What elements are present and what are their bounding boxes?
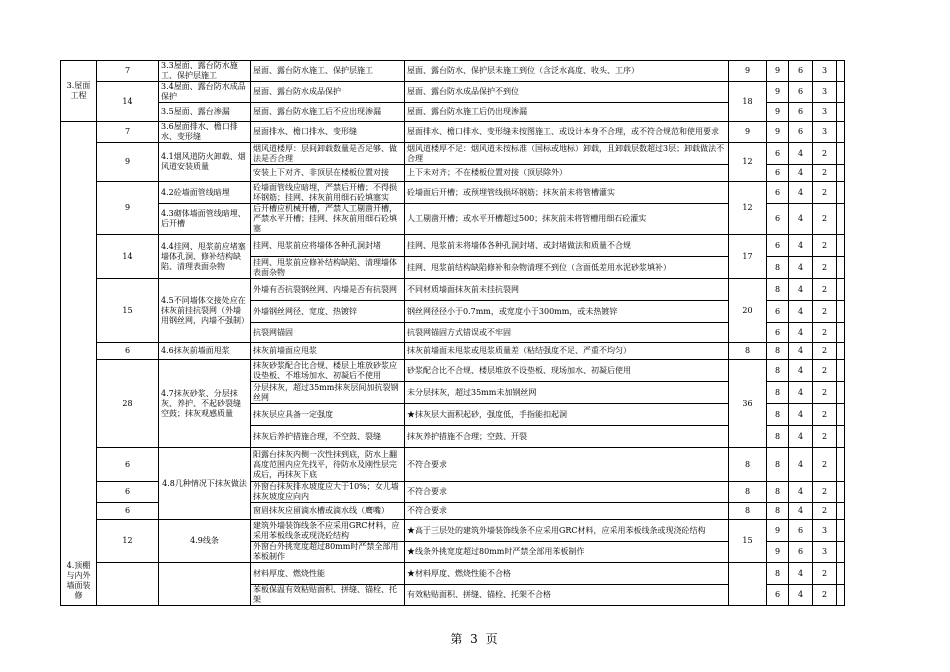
table-cell: 屋面、露台防水、保护层未施工到位（含泛水高度、收头、工序） (405, 61, 729, 82)
table-cell: 3.屋面工程 (61, 61, 97, 122)
table-cell: 未分层抹灰，超过35mm未加钢丝网 (405, 382, 729, 404)
table-cell: 后开槽应机械开槽，严禁人工剔凿开槽，严禁水平开槽；挂网、抹灰前用细石砼填塞 (251, 204, 405, 235)
page-number: 第 3 页 (450, 632, 500, 646)
table-cell: 12 (97, 520, 159, 563)
table-cell: 砼墙面后开槽；或预埋管线损坏钢筋；抹灰前未将管槽灌实 (405, 182, 729, 204)
table-cell: 4.5不同墙体交接处应在抹灰前挂抗裂网（外墙用钢丝网，内墙不强制） (159, 279, 251, 343)
table-cell: 抹灰养护措施不合理；空鼓、开裂 (405, 426, 729, 448)
table-cell (97, 563, 159, 606)
table-cell: 6 (767, 323, 789, 343)
table-cell: 挂网、甩浆前结构缺陷修补和杂物清理不到位（含面低差用水泥砂浆填补） (405, 257, 729, 279)
table-row (61, 448, 845, 482)
table-cell: 建筑外墙装饰线条不应采用GRC材料，应采用苯板线条或现浇砼结构 (251, 520, 405, 542)
table-cell: 外墙有否抗裂钢丝网、内墙是否有抗裂网 (251, 279, 405, 301)
table-cell: 3 (813, 520, 837, 542)
table-cell: 苯板保温有效粘贴面积、拼缝、锚栓、托架 (251, 585, 405, 606)
table-cell (837, 503, 845, 520)
table-cell: 14 (97, 235, 159, 279)
table-cell: 4.3砌体墙面管线暗埋、后开槽 (159, 204, 251, 235)
table-cell: 不符合要求 (405, 448, 729, 482)
table-cell: 9 (729, 61, 767, 82)
table-cell: 4 (789, 323, 813, 343)
table-cell (837, 61, 845, 82)
table-row (61, 279, 845, 301)
table-cell: 屋面、露台防水成品保护 (251, 82, 405, 103)
table-cell: 屋面、露台防水施工、保护层施工 (251, 61, 405, 82)
table-cell: 36 (729, 360, 767, 448)
table-cell: 9 (767, 82, 789, 103)
table-cell: 4 (789, 343, 813, 360)
table-cell: ★高于三层处的建筑外墙装饰线条不应采用GRC材料，应采用苯板线条或现浇砼结构 (405, 520, 729, 542)
table-cell: 8 (767, 382, 789, 404)
table-row (61, 122, 845, 143)
table-cell: 6 (767, 235, 789, 257)
table-row (61, 204, 845, 235)
table-cell: 抗裂网锚固 (251, 323, 405, 343)
table-cell (837, 448, 845, 482)
table-cell: 2 (813, 482, 837, 503)
table-cell: 8 (767, 404, 789, 426)
table-cell: 8 (729, 482, 767, 503)
table-cell: 8 (729, 503, 767, 520)
table-cell: 外窗台外挑宽度超过80mm时严禁全部用苯板制作 (251, 542, 405, 563)
table-cell (837, 426, 845, 448)
table-cell: 6 (767, 204, 789, 235)
table-row (61, 61, 845, 82)
table-cell: 28 (97, 360, 159, 448)
table-cell (837, 404, 845, 426)
table-cell: 抹灰砂浆配合比合规、楼层上堆放砂浆应设垫板、不堆场加水、初凝后不使用 (251, 360, 405, 382)
table-cell: 烟风道楼厚：层间卸载数量是否足够、做法是否合理 (251, 143, 405, 165)
table-cell: 2 (813, 323, 837, 343)
table-cell: 2 (813, 448, 837, 482)
table-cell: 6 (789, 82, 813, 103)
table-cell: 钢丝网径径小于0.7mm，或宽度小于300mm，或未热镀锌 (405, 301, 729, 323)
table-cell: 8 (767, 482, 789, 503)
table-cell: 6 (767, 143, 789, 165)
table-cell: 8 (767, 426, 789, 448)
table-cell (837, 382, 845, 404)
table-cell: 4.1烟风道防火卸载、烟风道安装质量 (159, 143, 251, 182)
table-cell: 屋面排水、檐口排水、变形缝 (251, 122, 405, 143)
table-row (61, 82, 845, 103)
table-cell: 6 (789, 61, 813, 82)
table-cell (837, 563, 845, 585)
table-cell: 15 (729, 520, 767, 563)
table-cell: 4 (789, 585, 813, 606)
table-cell: 3 (813, 103, 837, 122)
table-cell: 外窗台抹灰排水坡度应大于10%；女儿墙抹灰坡度应向内 (251, 482, 405, 503)
table-cell (837, 204, 845, 235)
table-cell: 2 (813, 382, 837, 404)
table-cell (837, 165, 845, 182)
table-cell: 8 (767, 503, 789, 520)
table-cell: 4.6抹灰前墙面甩浆 (159, 343, 251, 360)
table-cell: 6 (789, 542, 813, 563)
table-row (61, 360, 845, 382)
table-cell: 8 (767, 279, 789, 301)
table-cell: 2 (813, 235, 837, 257)
table-cell: 2 (813, 301, 837, 323)
table-cell: 砂浆配合比不合规、楼层堆放不设垫板、现场加水、初凝后使用 (405, 360, 729, 382)
table-cell: 8 (767, 360, 789, 382)
table-cell: 4 (789, 204, 813, 235)
table-cell: 14 (97, 82, 159, 122)
table-cell: 2 (813, 182, 837, 204)
table-cell: 4.4挂网、甩浆前应堵塞墙体孔洞、修补结构缺陷、清理表面杂物 (159, 235, 251, 279)
table-cell: 6 (97, 482, 159, 503)
table-cell: 屋面、露台防水施工后仍出现渗漏 (405, 103, 729, 122)
table-cell: 6 (767, 165, 789, 182)
table-cell: 6 (97, 448, 159, 482)
table-cell (837, 82, 845, 103)
table-cell: 4 (789, 182, 813, 204)
table-cell: 上下未对齐；不在楼板位置对接（顶层除外） (405, 165, 729, 182)
table-cell (837, 301, 845, 323)
table-cell: 2 (813, 279, 837, 301)
table-cell: ★抹灰层大面积起砂，强度低，手指能扣起洞 (405, 404, 729, 426)
table-cell: 屋面排水、檐口排水、变形缝未按图施工、或设计本身不合理，或不符合规范和使用要求 (405, 122, 729, 143)
table-cell: 3.3屋面、露台防水施工、保护层施工 (159, 61, 251, 82)
table-cell: 8 (767, 563, 789, 585)
table-cell: 6 (767, 182, 789, 204)
section-label: 4.顶棚与内外墙面装修 (61, 122, 97, 606)
table-cell (159, 563, 251, 606)
table-cell: 9 (767, 520, 789, 542)
table-cell: 2 (813, 404, 837, 426)
table-cell: 抹灰层应具备一定强度 (251, 404, 405, 426)
inspection-table (60, 60, 845, 606)
table-cell: 9 (729, 122, 767, 143)
table-cell (837, 360, 845, 382)
table-cell: 2 (813, 165, 837, 182)
table-cell: 不符合要求 (405, 482, 729, 503)
table-cell: 4.2砼墙面管线暗埋 (159, 182, 251, 204)
table-cell: 8 (729, 343, 767, 360)
table-cell: 6 (97, 503, 159, 520)
table-cell: 4 (789, 482, 813, 503)
table-cell: 6 (789, 122, 813, 143)
table-row (61, 182, 845, 204)
table-cell: 2 (813, 143, 837, 165)
table-cell: 6 (97, 343, 159, 360)
table-cell: 2 (813, 257, 837, 279)
table-cell: 9 (767, 542, 789, 563)
table-cell: 4 (789, 563, 813, 585)
table-cell: 3.5屋面、露台渗漏 (159, 103, 251, 122)
table-cell: 分层抹灰，超过35mm抹灰层间加抗裂钢丝网 (251, 382, 405, 404)
table-cell: 安装上下对齐、非顶层在楼板位置对接 (251, 165, 405, 182)
table-cell (837, 542, 845, 563)
table-cell (729, 563, 767, 606)
table-cell: 6 (789, 520, 813, 542)
table-cell: 3 (813, 122, 837, 143)
table-cell: 4 (789, 426, 813, 448)
table-cell: 2 (813, 563, 837, 585)
table-cell: 2 (813, 204, 837, 235)
table-cell (837, 103, 845, 122)
table-cell: 9 (767, 103, 789, 122)
table-cell: 6 (767, 301, 789, 323)
table-cell (837, 257, 845, 279)
table-cell (837, 235, 845, 257)
table-cell: 4.8几种情况下抹灰做法 (159, 448, 251, 520)
table-cell: 7 (97, 122, 159, 143)
table-cell: 4 (789, 165, 813, 182)
table-cell (837, 343, 845, 360)
table-cell: 2 (813, 585, 837, 606)
table-cell: 6 (767, 585, 789, 606)
table-cell: 烟风道楼厚不足：烟风道未按标准（国标或地标）卸载，且卸载层数超过3层；卸载做法不合理 (405, 143, 729, 165)
table-cell: 4 (789, 448, 813, 482)
table-cell: 7 (97, 61, 159, 82)
table-cell: 4 (789, 404, 813, 426)
table-cell: 8 (767, 343, 789, 360)
table-cell: 屋面、露台防水成品保护不到位 (405, 82, 729, 103)
table-cell: 12 (729, 182, 767, 235)
table-cell: 4 (789, 235, 813, 257)
table-cell: 3.4屋面、露台防水成品保护 (159, 82, 251, 103)
table-cell: 不符合要求 (405, 503, 729, 520)
table-cell (837, 482, 845, 503)
table-cell: 4 (789, 257, 813, 279)
table-cell: 4.9线条 (159, 520, 251, 563)
table-cell: 15 (97, 279, 159, 343)
table-cell: 4 (789, 503, 813, 520)
table-cell: 挂网、甩浆前未将墙体各种孔洞封堵、或封堵做法和质量不合规 (405, 235, 729, 257)
table-cell: 8 (767, 257, 789, 279)
table-cell: 抹灰后养护措施合理，不空鼓、裂缝 (251, 426, 405, 448)
table-cell: 8 (767, 448, 789, 482)
table-cell: 2 (813, 426, 837, 448)
table-cell: 砼墙面管线应暗埋，严禁后开槽；不得损坏钢筋；挂网、抹灰前用细石砼填塞实 (251, 182, 405, 204)
table-cell: 9 (97, 182, 159, 235)
table-cell: 20 (729, 279, 767, 343)
table-cell: 4 (789, 143, 813, 165)
table-cell (837, 520, 845, 542)
table-cell (837, 182, 845, 204)
table-cell: 抗裂网锚固方式错误或不牢固 (405, 323, 729, 343)
table-cell: 外墙钢丝网径、宽度、热镀锌 (251, 301, 405, 323)
table-cell: 18 (729, 82, 767, 122)
table-cell: 6 (789, 103, 813, 122)
table-cell: 3.6屋面排水、檐口排水、变形缝 (159, 122, 251, 143)
table-cell: 4.7抹灰砂浆、分层抹灰、养护、不起砂裂缝空鼓；抹灰观感质量 (159, 360, 251, 448)
table-cell (837, 143, 845, 165)
table-cell: 挂网、甩浆前应修补结构缺陷、清理墙体表面杂物 (251, 257, 405, 279)
table-row (61, 143, 845, 165)
table-cell: 2 (813, 343, 837, 360)
table-cell: 8 (729, 448, 767, 482)
table-row (61, 563, 845, 585)
table-cell: 材料厚度、燃烧性能 (251, 563, 405, 585)
table-row (61, 103, 845, 122)
table-cell: 9 (767, 61, 789, 82)
table-cell: 12 (729, 143, 767, 182)
table-cell: 抹灰前墙面应甩浆 (251, 343, 405, 360)
table-cell: 阳露台抹灰内侧一次性抹到底，防水上翻高度范围内应先找平，待防水及刚性层完成后，再抹灰下底 (251, 448, 405, 482)
table-cell: 4 (789, 279, 813, 301)
table-cell: 9 (97, 143, 159, 182)
table-row (61, 343, 845, 360)
table-row (61, 235, 845, 257)
table-cell: 4 (789, 382, 813, 404)
table-cell: 3 (813, 61, 837, 82)
table-cell: 窗眉抹灰应留滴水槽或滴水线（鹰嘴） (251, 503, 405, 520)
table-cell: 4 (789, 301, 813, 323)
table-cell (837, 122, 845, 143)
table-cell: ★线条外挑宽度超过80mm时严禁全部用苯板制作 (405, 542, 729, 563)
table-cell: 2 (813, 360, 837, 382)
table-cell: 3 (813, 82, 837, 103)
table-cell: 抹灰前墙面未甩浆或甩浆质量差（粘结强度不足、严重不均匀） (405, 343, 729, 360)
table-cell (837, 279, 845, 301)
table-cell: 不同材质墙面抹灰前未挂抗裂网 (405, 279, 729, 301)
table-cell: ★材料厚度、燃烧性能不合格 (405, 563, 729, 585)
table-cell: 有效粘贴面积、拼缝、锚栓、托架不合格 (405, 585, 729, 606)
table-cell (837, 323, 845, 343)
table-cell: 2 (813, 503, 837, 520)
table-cell: 挂网、甩浆前应将墙体各种孔洞封堵 (251, 235, 405, 257)
table-cell (837, 585, 845, 606)
table-cell: 3 (813, 542, 837, 563)
table-cell: 人工剔凿开槽；或水平开槽超过500；抹灰前未将管槽用细石砼灌实 (405, 204, 729, 235)
table-cell: 屋面、露台防水施工后不应出现渗漏 (251, 103, 405, 122)
table-cell: 4 (789, 360, 813, 382)
table-row (61, 520, 845, 542)
table-cell: 9 (767, 122, 789, 143)
table-cell: 17 (729, 235, 767, 279)
